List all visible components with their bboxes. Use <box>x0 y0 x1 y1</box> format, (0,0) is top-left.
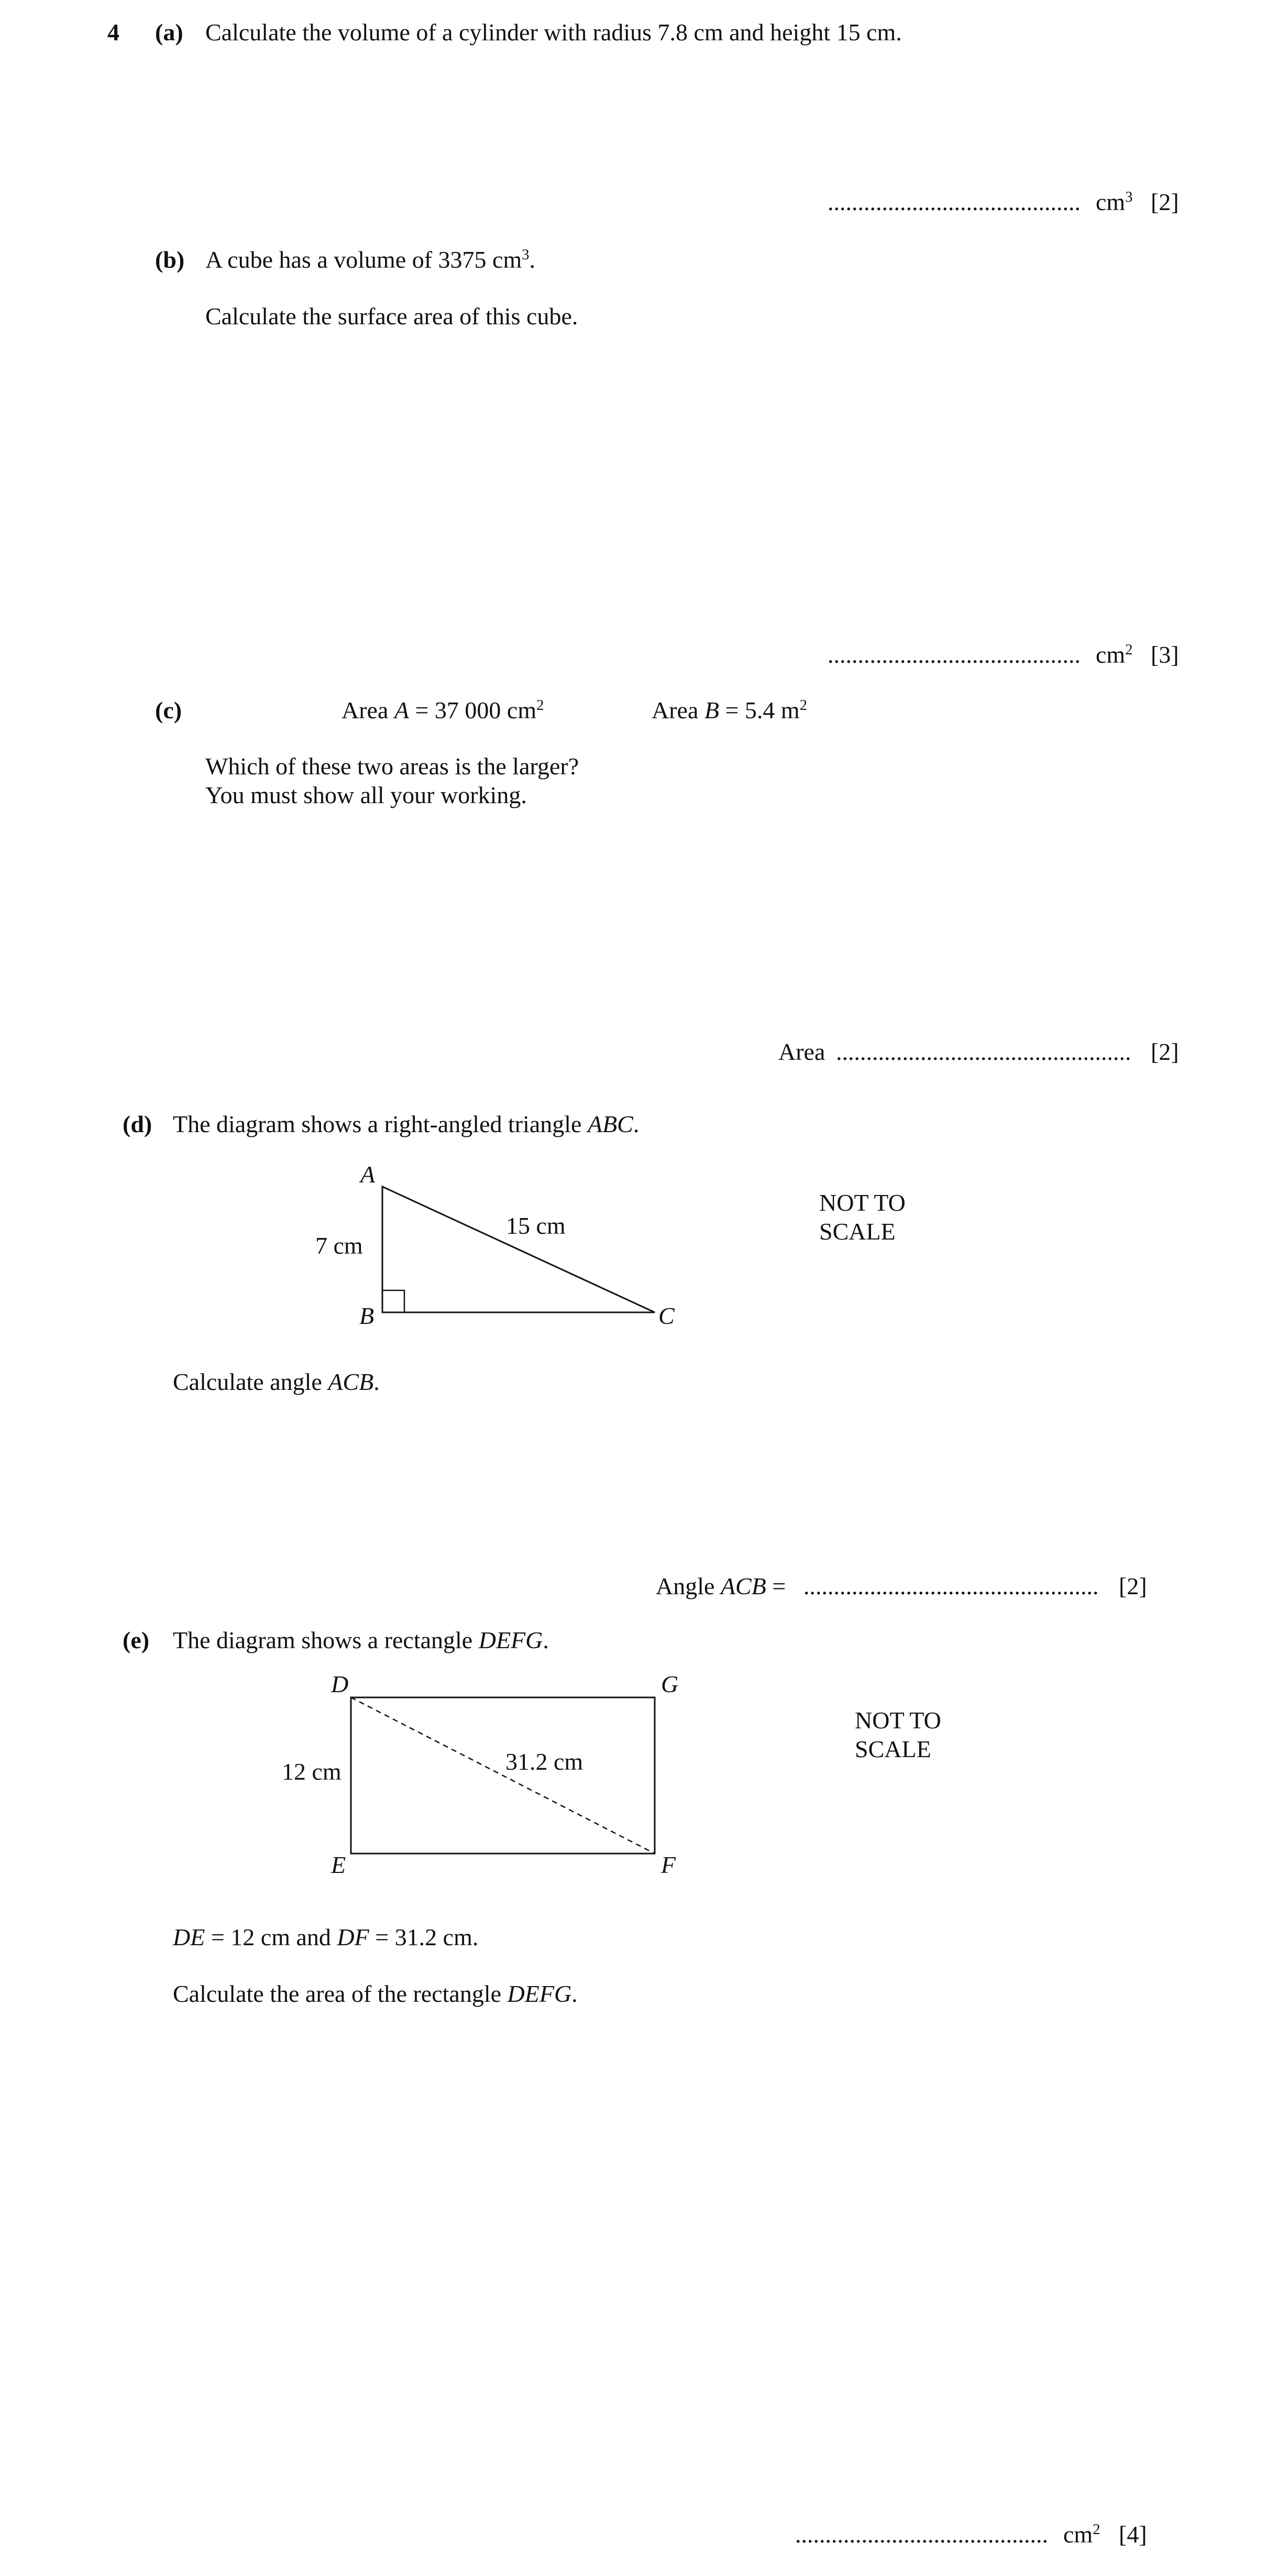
part-c-question-line-1: Which of these two areas is the larger? <box>205 753 579 780</box>
vertex-c-label: C <box>658 1302 675 1329</box>
not-to-scale-note-e: NOT TO SCALE <box>855 1707 941 1763</box>
right-angle-marker <box>382 1290 404 1312</box>
side-ac-label: 15 cm <box>506 1212 566 1239</box>
part-c-label: (c) <box>155 697 182 724</box>
part-a-answer-unit: $cm^3$ <box>1096 189 1133 215</box>
part-a-answer-line[interactable]: .......................................... <box>828 189 1081 215</box>
vertex-b-label: B <box>359 1302 374 1329</box>
part-d-stem: The diagram shows a right-angled triangle ABC. <box>173 1111 640 1137</box>
not-to-scale-note-d: NOT TO SCALE <box>819 1189 906 1245</box>
part-e-stem: The diagram shows a rectangle DEFG. <box>173 1627 549 1653</box>
part-b-answer-unit: $cm^2$ <box>1096 641 1133 668</box>
vertex-a-label: A <box>360 1161 376 1188</box>
part-d-answer-line[interactable]: ................................................. <box>803 1573 1099 1599</box>
part-c-marks: [2] <box>1151 1038 1179 1065</box>
part-a-marks: [2] <box>1151 189 1179 215</box>
question-number: 4 <box>107 19 119 46</box>
part-c-question-line-2: You must show all your working. <box>205 782 527 808</box>
area-b-statement: Area B = 5.4 $m^2$ <box>652 697 807 724</box>
vertex-d-label: D <box>331 1671 349 1697</box>
diagonal-df <box>351 1697 655 1854</box>
part-e-answer-unit: $cm^2$ <box>1063 2521 1100 2548</box>
part-d-marks: [2] <box>1119 1573 1147 1599</box>
vertex-e-label: E <box>331 1851 346 1878</box>
part-d-label: (d) <box>123 1111 152 1137</box>
part-c-answer-label: Area <box>778 1038 825 1065</box>
part-a-label: (a) <box>155 19 183 46</box>
triangle-abc <box>382 1187 655 1312</box>
part-b-answer-line[interactable]: .......................................... <box>828 641 1081 668</box>
part-e-given-lengths: DE = 12 cm and DF = 31.2 cm. <box>173 1924 479 1950</box>
vertex-f-label: F <box>661 1851 676 1878</box>
part-d-instruction: Calculate angle ACB. <box>173 1368 380 1395</box>
part-b-label: (b) <box>155 246 185 273</box>
part-e-marks: [4] <box>1119 2521 1147 2548</box>
part-b-marks: [3] <box>1151 641 1179 668</box>
side-de-label: 12 cm <box>282 1758 341 1785</box>
part-d-answer-label: Angle ACB = <box>656 1573 786 1599</box>
part-c-answer-line[interactable]: ................................................. <box>836 1038 1131 1065</box>
part-a-question: Calculate the volume of a cylinder with radius 7.8 cm and height 15 cm. <box>205 19 902 46</box>
vertex-g-label: G <box>661 1671 679 1697</box>
side-ab-label: 7 cm <box>315 1232 363 1259</box>
part-e-instruction: Calculate the area of the rectangle DEFG. <box>173 1980 578 2007</box>
area-a-statement: Area A = 37 000 $cm^2$ <box>341 697 544 724</box>
part-e-label: (e) <box>123 1627 150 1653</box>
part-b-stem: A cube has a volume of 3375 $cm^3$. <box>205 246 536 273</box>
part-e-answer-line[interactable]: .......................................... <box>795 2521 1048 2548</box>
rectangle-diagram <box>272 1671 691 1881</box>
triangle-diagram <box>293 1155 691 1339</box>
diagonal-df-label: 31.2 cm <box>505 1748 583 1775</box>
part-b-instruction: Calculate the surface area of this cube. <box>205 303 578 330</box>
